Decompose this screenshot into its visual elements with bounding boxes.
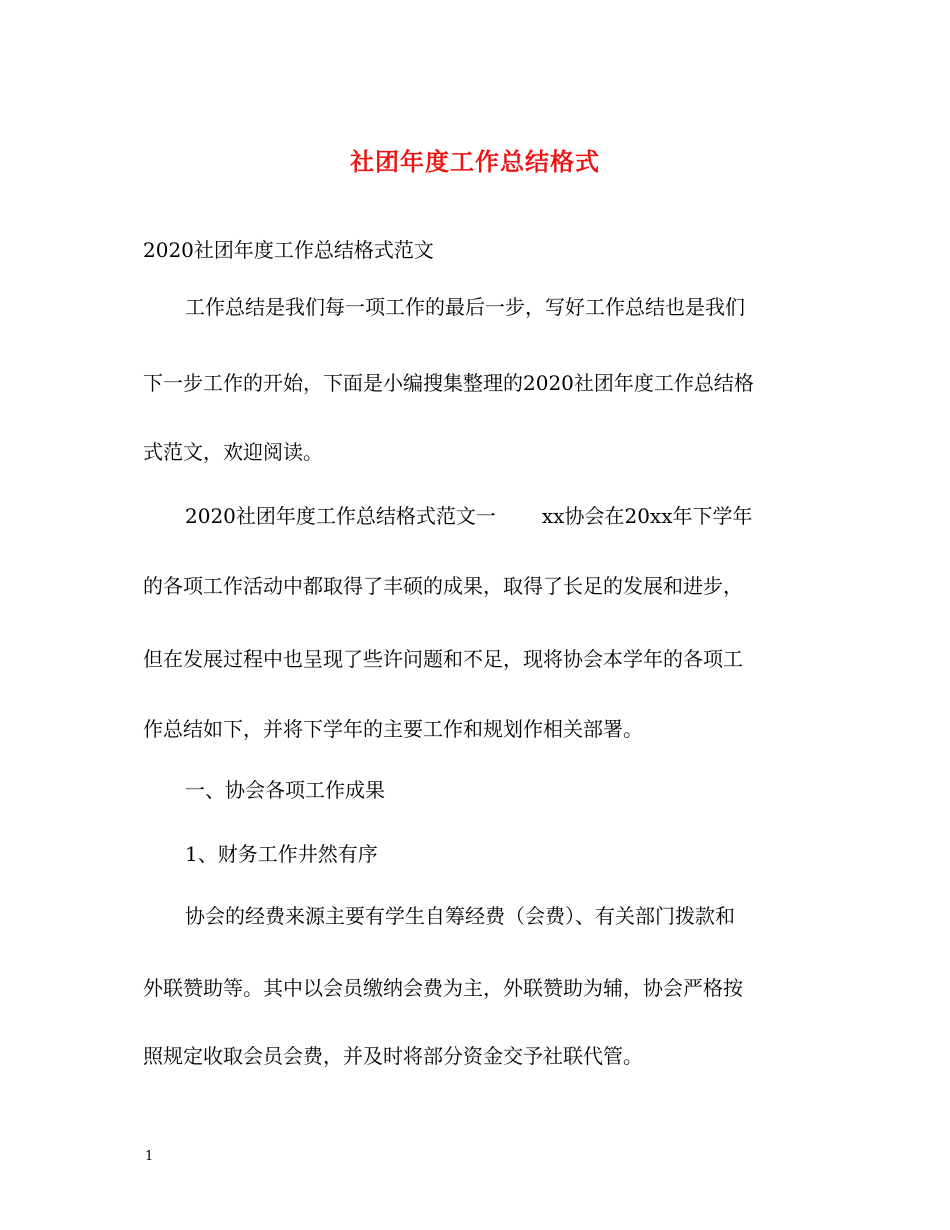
paragraph-line (185, 502, 752, 530)
paragraph-line: 作总结如下，并将下学年的主要工作和规划作相关部署。 (143, 717, 643, 741)
document-title: 社团年度工作总结格式 (350, 147, 600, 176)
paragraph-line: 工作总结是我们每一项工作的最后一步，写好工作总结也是我们 (185, 295, 745, 319)
page-number: 1 (145, 1149, 154, 1164)
paragraph-line: 照规定收取会员会费，并及时将部分资金交予社联代管。 (143, 1044, 643, 1068)
paragraph-line: 下一步工作的开始，下面是小编搜集整理的2020社团年度工作总结格 (143, 371, 754, 395)
paragraph-text: xx协会在20xx年下学年 (541, 504, 753, 528)
section-heading: 一、协会各项工作成果 (185, 778, 385, 802)
section-heading: 2020社团年度工作总结格式范文一 (185, 504, 496, 528)
document-subtitle: 2020社团年度工作总结格式范文 (143, 238, 434, 262)
paragraph-line: 外联赞助等。其中以会员缴纳会费为主，外联赞助为辅，协会严格按 (143, 976, 743, 1000)
paragraph-line: 但在发展过程中也呈现了些许问题和不足，现将协会本学年的各项工 (143, 647, 743, 671)
subsection-heading: 1、财务工作井然有序 (185, 842, 378, 866)
paragraph-line: 协会的经费来源主要有学生自筹经费（会费）、有关部门拨款和 (185, 904, 735, 928)
paragraph-line: 式范文，欢迎阅读。 (143, 440, 323, 464)
paragraph-line: 的各项工作活动中都取得了丰硕的成果，取得了长足的发展和进步， (143, 574, 743, 598)
